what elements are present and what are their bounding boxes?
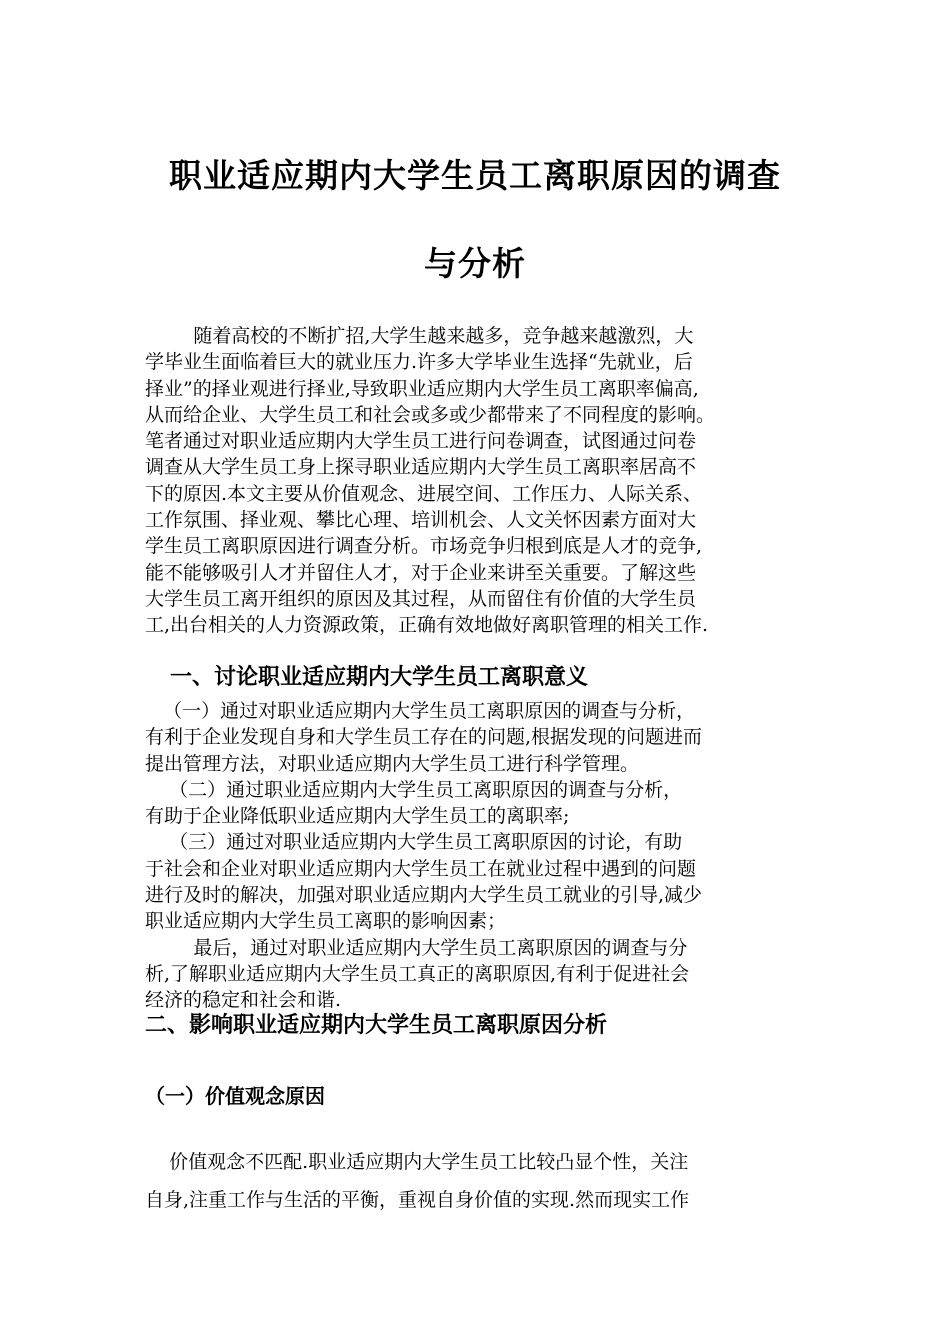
abstract-line: 能不能够吸引人才并留住人才，对于企业来讲至关重要。了解这些 <box>145 561 697 584</box>
abstract-line: 下的原因.本文主要从价值观念、进展空间、工作压力、人际关系、 <box>145 482 703 505</box>
section-1-heading: 一、讨论职业适应期内大学生员工离职意义 <box>170 665 589 690</box>
section-1-body <box>145 698 810 1014</box>
section-1-line: 析,了解职业适应期内大学生员工真正的离职原因,有利于促进社会 <box>145 962 690 985</box>
abstract-paragraph <box>145 323 810 639</box>
section-1-line: （三）通过对职业适应期内大学生员工离职原因的讨论，有助 <box>145 831 683 854</box>
abstract-line: 学毕业生面临着巨大的就业压力.许多大学毕业生选择“先就业，后 <box>145 351 693 374</box>
document-title-line-2: 与分析 <box>424 244 526 283</box>
section-1-line: （二）通过职业适应期内大学生员工离职原因的调查与分析， <box>145 778 683 801</box>
abstract-line: 工作氛围、择业观、攀比心理、培训机会、人文关怀因素方面对大 <box>145 509 697 532</box>
abstract-line: 学生员工离职原因进行调查分析。市场竞争归根到底是人才的竞争, <box>145 535 703 558</box>
section-1-line: 有助于企业降低职业适应期内大学生员工的离职率; <box>145 805 570 828</box>
section-1-line: （一）通过对职业适应期内大学生员工离职原因的调查与分析， <box>145 700 696 722</box>
abstract-line: 从而给企业、大学生员工和社会或多或少都带来了不同程度的影响。 <box>145 403 716 426</box>
abstract-line: 工,出台相关的人力资源政策，正确有效地做好离职管理的相关工作. <box>145 614 709 637</box>
abstract-line: 大学生员工离开组织的原因及其过程，从而留住有价值的大学生员 <box>145 587 697 610</box>
subsection-1-line: 自身,注重工作与生活的平衡，重视自身价值的实现.然而现实工作 <box>145 1189 690 1211</box>
section-1-line: 经济的稳定和社会和谐. <box>145 989 342 1012</box>
abstract-line: 调查从大学生员工身上探寻职业适应期内大学生员工离职率居高不 <box>145 456 697 479</box>
abstract-line: 笔者通过对职业适应期内大学生员工进行问卷调查，试图通过问卷 <box>145 430 697 453</box>
section-1-line: 进行及时的解决，加强对职业适应期内大学生员工就业的引导,减少 <box>145 884 703 907</box>
section-2-heading: 二、影响职业适应期内大学生员工离职原因分析 <box>145 1013 608 1038</box>
section-1-line: 最后，通过对职业适应期内大学生员工离职原因的调查与分 <box>145 936 688 959</box>
abstract-line: 随着高校的不断扩招,大学生越来越多，竞争越来越激烈，大 <box>145 325 694 347</box>
subsection-1-line: 价值观念不匹配.职业适应期内大学生员工比较凸显个性，关注 <box>145 1151 689 1173</box>
section-1-line: 于社会和企业对职业适应期内大学生员工在就业过程中遇到的问题 <box>145 857 697 880</box>
section-1-line: 提出管理方法，对职业适应期内大学生员工进行科学管理。 <box>145 752 640 775</box>
subsection-1-heading: （一）价值观念原因 <box>145 1084 325 1108</box>
abstract-line: 择业”的择业观进行择业,导致职业适应期内大学生员工离职率偏高, <box>145 377 699 400</box>
section-1-line: 有利于企业发现自身和大学生员工存在的问题,根据发现的问题进而 <box>145 726 703 749</box>
section-1-line: 职业适应期内大学生员工离职的影响因素； <box>145 910 507 933</box>
document-title-line-1: 职业适应期内大学生员工离职原因的调查 <box>169 156 781 195</box>
subsection-1-body <box>145 1143 810 1219</box>
